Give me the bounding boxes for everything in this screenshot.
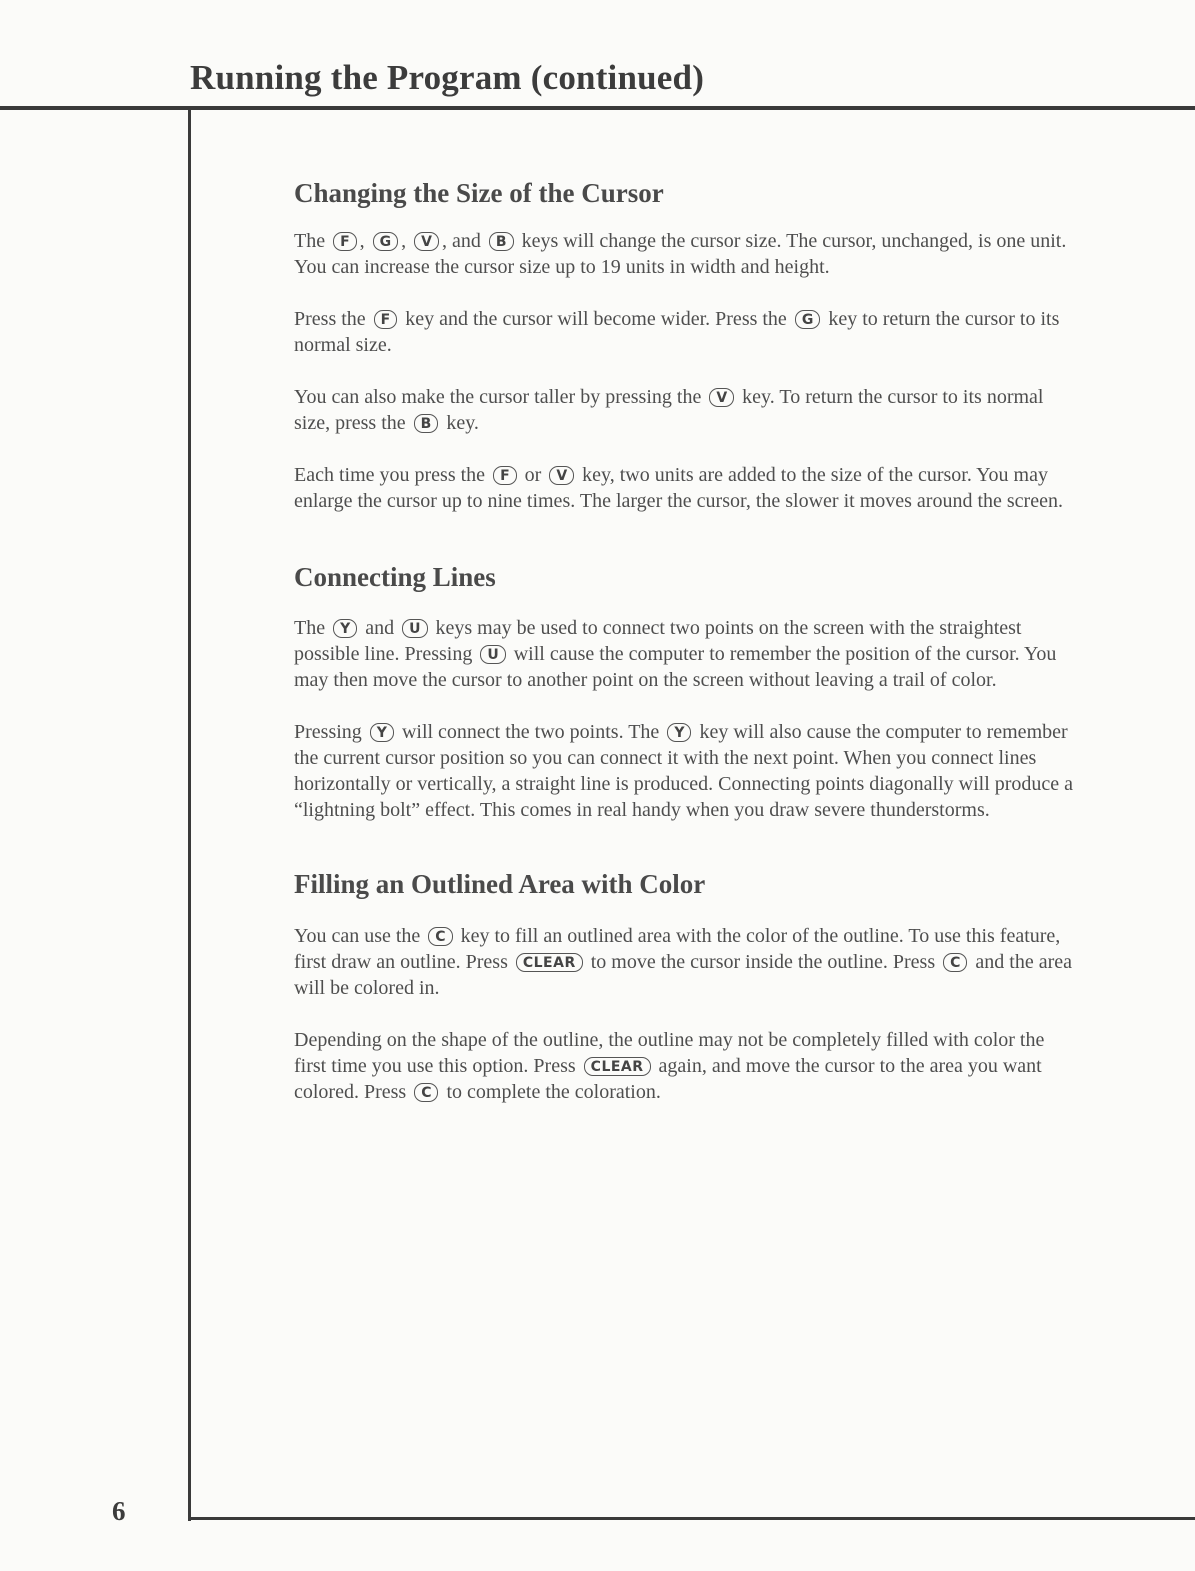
text-run: You can use the xyxy=(294,925,421,947)
key-g-icon: G xyxy=(795,310,821,329)
key-clear-icon: CLEAR xyxy=(584,1057,651,1076)
key-v-icon: V xyxy=(414,232,439,251)
text-run: Depending on the shape of the outline, the outline may not be completely filled with color the first time you use this option. Press xyxy=(294,1029,1045,1077)
paragraph xyxy=(294,384,1074,436)
text-run: keys may be used to connect two points on the screen with the straightest possible line. Pressing xyxy=(294,617,1022,665)
bottom-rule xyxy=(188,1517,1195,1520)
left-rule xyxy=(188,108,191,1521)
key-b-icon: B xyxy=(489,232,514,251)
key-c-icon: C xyxy=(414,1083,438,1102)
text-run: or xyxy=(524,464,542,486)
text-run: key. To return the cursor to its normal size, press the xyxy=(294,386,1044,434)
text-run: and the area will be colored in. xyxy=(294,951,1073,999)
key-u-icon: U xyxy=(480,645,505,664)
key-f-icon: F xyxy=(493,466,517,485)
text-run: You can also make the cursor taller by pressing the xyxy=(294,386,702,408)
page-content xyxy=(294,176,1074,1105)
top-rule xyxy=(0,106,1195,110)
paragraph xyxy=(294,719,1074,823)
text-run: key to return the cursor to its normal size. xyxy=(294,308,1060,356)
text-run: Each time you press the xyxy=(294,464,486,486)
text-run: Press the xyxy=(294,308,366,330)
text-run: key to fill an outlined area with the color of the outline. To use this feature, first draw an outline. Press xyxy=(294,925,1061,973)
key-c-icon: C xyxy=(943,953,967,972)
paragraph xyxy=(294,462,1074,514)
text-run: key will also cause the computer to remember the current cursor position so you can connect it with the next point. When you connect lines horizontally or vertically, a straight line is produced. Connecting points diagonally will produce a “lightning bolt” effect. This comes in real handy when you draw severe thunderstorms. xyxy=(294,721,1074,821)
text-run: The xyxy=(294,617,326,639)
text-run: key, two units are added to the size of the cursor. You may enlarge the cursor up to nine times. The larger the cursor, the slower it moves around the screen. xyxy=(294,464,1063,512)
key-y-icon: Y xyxy=(370,723,394,742)
key-v-icon: V xyxy=(549,466,574,485)
key-f-icon: F xyxy=(374,310,398,329)
key-v-icon: V xyxy=(709,388,734,407)
text-run: again, and move the cursor to the area you want colored. Press xyxy=(294,1055,1042,1103)
page-title: Running the Program (continued) xyxy=(190,58,705,97)
text-run: , and xyxy=(442,230,481,252)
section-heading-filling-area: Filling an Outlined Area with Color xyxy=(294,869,706,899)
text-run: to move the cursor inside the outline. Press xyxy=(590,951,936,973)
key-clear-icon: CLEAR xyxy=(516,953,583,972)
paragraph xyxy=(294,923,1074,1001)
section-heading-cursor-size: Changing the Size of the Cursor xyxy=(294,178,664,208)
key-c-icon: C xyxy=(428,927,452,946)
text-run: key and the cursor will become wider. Press the xyxy=(405,308,787,330)
text-run: , xyxy=(359,230,365,252)
paragraph xyxy=(294,1027,1074,1105)
key-f-icon: F xyxy=(333,232,357,251)
text-run: keys will change the cursor size. The cursor, unchanged, is one unit. You can increase the cursor size up to 19 units in width and height. xyxy=(294,230,1067,278)
key-y-icon: Y xyxy=(667,723,691,742)
key-y-icon: Y xyxy=(333,619,357,638)
section-heading-connecting-lines: Connecting Lines xyxy=(294,562,496,592)
text-run: and xyxy=(365,617,395,639)
key-u-icon: U xyxy=(402,619,427,638)
text-run: , xyxy=(401,230,407,252)
key-b-icon: B xyxy=(414,414,439,433)
text-run: The xyxy=(294,230,326,252)
page-number: 6 xyxy=(112,1496,126,1526)
text-run: will connect the two points. The xyxy=(401,721,660,743)
paragraph xyxy=(294,615,1074,693)
text-run: Pressing xyxy=(294,721,362,743)
text-run: key. xyxy=(446,412,479,434)
paragraph xyxy=(294,228,1074,280)
key-g-icon: G xyxy=(373,232,399,251)
text-run: will cause the computer to remember the position of the cursor. You may then move the cursor to another point on the screen without leaving a trail of color. xyxy=(294,643,1057,691)
text-run: to complete the coloration. xyxy=(446,1081,661,1103)
paragraph xyxy=(294,306,1074,358)
